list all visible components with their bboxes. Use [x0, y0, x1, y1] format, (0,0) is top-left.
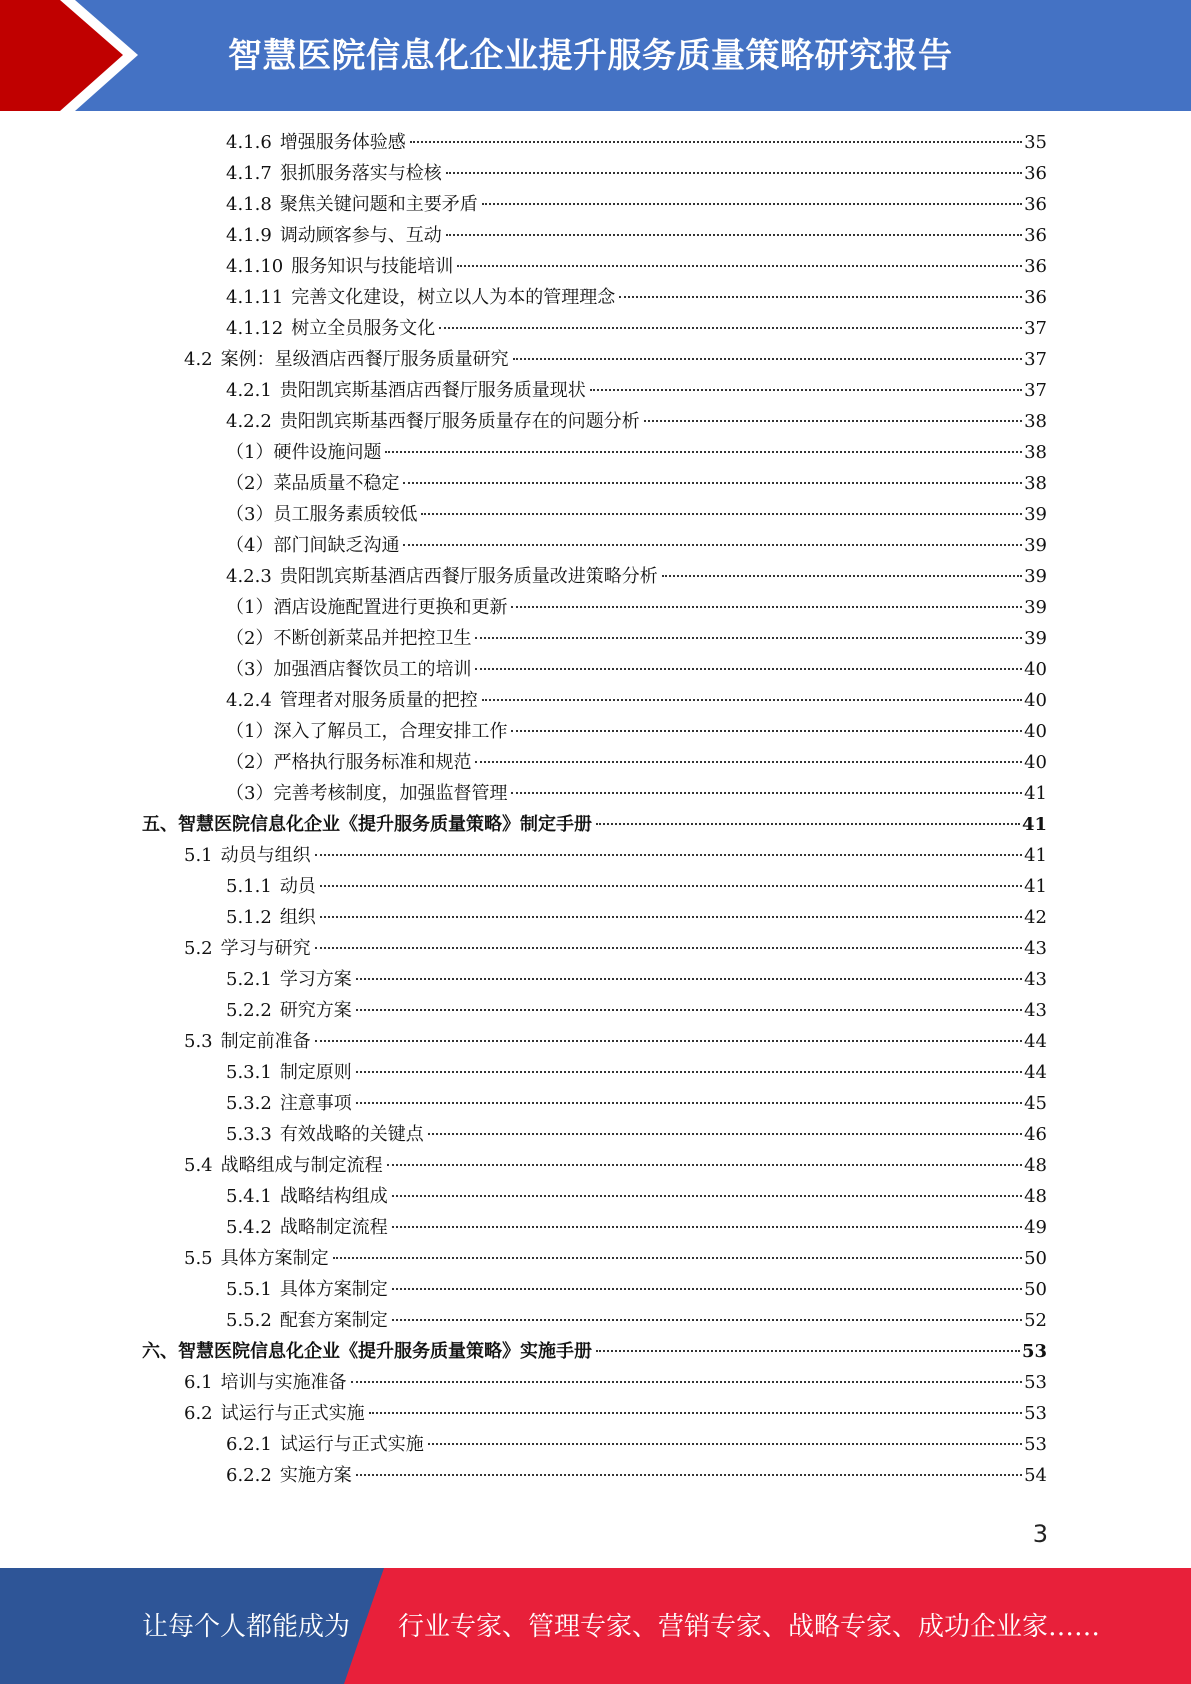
toc-entry-page: 36 [1024, 225, 1047, 246]
toc-dot-leader [351, 1381, 1022, 1383]
toc-entry-title: 贵阳凯宾斯基酒店西餐厅服务质量改进策略分析 [279, 566, 658, 587]
toc-entry[interactable] [226, 468, 1047, 499]
toc-entry-title: 五、智慧医院信息化企业《提升服务质量策略》制定手册 [142, 814, 592, 835]
toc-entry-title: 组织 [279, 907, 316, 928]
toc-dot-leader [356, 1009, 1022, 1011]
toc-entry-title: 培训与实施准备 [220, 1372, 347, 1393]
toc-entry-title: 试运行与正式实施 [279, 1434, 424, 1455]
red-chevron-decoration [0, 0, 160, 111]
toc-dot-leader [596, 823, 1020, 825]
toc-entry[interactable] [226, 1460, 1047, 1491]
toc-entry[interactable] [226, 282, 1047, 313]
toc-entry[interactable] [226, 902, 1047, 933]
toc-entry-title: （2）严格执行服务标准和规范 [226, 752, 472, 773]
toc-entry-title: 有效战略的关键点 [279, 1124, 424, 1145]
toc-dot-leader [385, 451, 1022, 453]
toc-entry[interactable] [226, 189, 1047, 220]
toc-entry-page: 53 [1024, 1434, 1047, 1455]
toc-entry[interactable] [226, 220, 1047, 251]
toc-entry-title: （1）硬件设施问题 [226, 442, 382, 463]
toc-entry-page: 50 [1024, 1248, 1047, 1269]
toc-dot-leader [315, 1040, 1022, 1042]
toc-entry-number: 5.4.1 [226, 1186, 272, 1207]
toc-entry-page: 48 [1024, 1155, 1047, 1176]
toc-dot-leader [320, 885, 1022, 887]
toc-dot-leader [511, 730, 1022, 732]
toc-entry-number: 4.1.8 [226, 194, 272, 215]
toc-entry-page: 53 [1024, 1372, 1047, 1393]
toc-entry-page: 36 [1024, 163, 1047, 184]
toc-dot-leader [511, 606, 1022, 608]
toc-entry-page: 37 [1024, 318, 1047, 339]
toc-entry[interactable] [226, 1274, 1047, 1305]
toc-entry[interactable] [226, 499, 1047, 530]
toc-entry[interactable] [226, 871, 1047, 902]
toc-dot-leader [315, 947, 1022, 949]
toc-entry[interactable] [184, 840, 1047, 871]
toc-entry-number: 5.3.1 [226, 1062, 272, 1083]
header-banner [0, 0, 1191, 111]
toc-entry[interactable] [226, 1088, 1047, 1119]
toc-entry-title: 战略结构组成 [279, 1186, 388, 1207]
toc-entry-title: （3）完善考核制度，加强监督管理 [226, 783, 508, 804]
toc-entry-title: 动员与组织 [220, 845, 311, 866]
toc-dot-leader [392, 1195, 1022, 1197]
toc-dot-leader [356, 1474, 1022, 1476]
toc-entry[interactable] [226, 995, 1047, 1026]
toc-entry[interactable] [226, 592, 1047, 623]
toc-entry-number: 4.1.6 [226, 132, 272, 153]
toc-entry-number: 4.2.3 [226, 566, 272, 587]
toc-dot-leader [596, 1350, 1020, 1352]
toc-entry-page: 41 [1021, 814, 1047, 835]
toc-dot-leader [392, 1288, 1022, 1290]
toc-entry[interactable] [184, 1026, 1047, 1057]
toc-dot-leader [439, 327, 1022, 329]
toc-entry-page: 43 [1024, 938, 1047, 959]
toc-dot-leader [356, 1102, 1022, 1104]
toc-entry[interactable] [226, 251, 1047, 282]
toc-entry[interactable] [226, 1057, 1047, 1088]
toc-entry-title: 调动顾客参与、互动 [279, 225, 442, 246]
toc-entry-page: 50 [1024, 1279, 1047, 1300]
toc-entry-page: 39 [1024, 566, 1047, 587]
toc-entry-page: 35 [1024, 132, 1047, 153]
toc-entry-title: 狠抓服务落实与检核 [279, 163, 442, 184]
toc-entry[interactable] [226, 375, 1047, 406]
toc-entry-number: 5.1.1 [226, 876, 272, 897]
toc-entry-page: 38 [1024, 442, 1047, 463]
toc-entry-number: 4.2.1 [226, 380, 272, 401]
toc-entry-number: 5.5.1 [226, 1279, 272, 1300]
toc-entry-title: （3）员工服务素质较低 [226, 504, 418, 525]
toc-entry-page: 37 [1024, 380, 1047, 401]
toc-dot-leader [403, 482, 1022, 484]
toc-entry-page: 46 [1024, 1124, 1047, 1145]
toc-entry-number: 5.1.2 [226, 907, 272, 928]
toc-entry[interactable] [226, 1305, 1047, 1336]
toc-entry-page: 40 [1024, 690, 1047, 711]
toc-entry-title: （2）不断创新菜品并把控卫生 [226, 628, 472, 649]
toc-dot-leader [662, 575, 1022, 577]
toc-dot-leader [446, 234, 1022, 236]
toc-entry-number: 5.3 [184, 1031, 213, 1052]
toc-entry-number: 4.1.12 [226, 318, 284, 339]
toc-dot-leader [513, 358, 1022, 360]
toc-entry-page: 40 [1024, 752, 1047, 773]
toc-entry-title: 服务知识与技能培训 [291, 256, 454, 277]
toc-entry-title: 管理者对服务质量的把控 [279, 690, 478, 711]
toc-entry-title: 战略组成与制定流程 [220, 1155, 383, 1176]
toc-entry[interactable] [226, 778, 1047, 809]
toc-dot-leader [392, 1226, 1022, 1228]
toc-entry-title: （4）部门间缺乏沟通 [226, 535, 400, 556]
toc-entry-page: 40 [1024, 721, 1047, 742]
toc-entry-number: 5.1 [184, 845, 213, 866]
toc-dot-leader [482, 203, 1022, 205]
toc-entry-title: 完善文化建设，树立以人为本的管理理念 [291, 287, 616, 308]
toc-entry[interactable] [226, 158, 1047, 189]
toc-entry-title: 试运行与正式实施 [220, 1403, 365, 1424]
toc-dot-leader [356, 1071, 1022, 1073]
toc-dot-leader [475, 668, 1022, 670]
toc-dot-leader [410, 141, 1022, 143]
toc-entry[interactable] [184, 1398, 1047, 1429]
toc-entry-page: 38 [1024, 473, 1047, 494]
toc-entry-number: 5.2.1 [226, 969, 272, 990]
toc-dot-leader [590, 389, 1022, 391]
page-number: 3 [1032, 1520, 1048, 1548]
toc-entry[interactable] [226, 1212, 1047, 1243]
toc-entry[interactable] [226, 406, 1047, 437]
toc-entry-number: 4.1.10 [226, 256, 284, 277]
toc-entry[interactable] [142, 809, 1047, 840]
toc-entry-title: 聚焦关键问题和主要矛盾 [279, 194, 478, 215]
toc-entry[interactable] [226, 127, 1047, 158]
toc-dot-leader [446, 172, 1022, 174]
toc-dot-leader [619, 296, 1022, 298]
toc-entry-number: 4.2.4 [226, 690, 272, 711]
toc-entry-title: 贵阳凯宾斯基酒店西餐厅服务质量现状 [279, 380, 586, 401]
toc-entry-page: 36 [1024, 287, 1047, 308]
toc-dot-leader [482, 699, 1022, 701]
toc-dot-leader [403, 544, 1022, 546]
toc-entry-page: 39 [1024, 628, 1047, 649]
toc-entry-number: 4.1.9 [226, 225, 272, 246]
toc-entry[interactable] [184, 1367, 1047, 1398]
toc-entry-number: 5.4 [184, 1155, 213, 1176]
toc-entry[interactable] [226, 623, 1047, 654]
toc-entry-page: 40 [1024, 659, 1047, 680]
toc-entry-title: 制定前准备 [220, 1031, 311, 1052]
toc-entry-title: （1）酒店设施配置进行更换和更新 [226, 597, 508, 618]
toc-dot-leader [457, 265, 1022, 267]
toc-entry-title: 动员 [279, 876, 316, 897]
toc-entry-title: 具体方案制定 [220, 1248, 329, 1269]
toc-entry-title: 六、智慧医院信息化企业《提升服务质量策略》实施手册 [142, 1341, 592, 1362]
toc-entry-page: 41 [1024, 876, 1047, 897]
toc-entry-page: 38 [1024, 411, 1047, 432]
toc-entry-page: 52 [1024, 1310, 1047, 1331]
toc-entry-title: 具体方案制定 [279, 1279, 388, 1300]
toc-entry-title: 树立全员服务文化 [291, 318, 436, 339]
toc-entry[interactable] [226, 530, 1047, 561]
toc-dot-leader [644, 420, 1022, 422]
toc-entry[interactable] [226, 437, 1047, 468]
toc-entry-number: 4.1.7 [226, 163, 272, 184]
toc-entry-title: （1）深入了解员工，合理安排工作 [226, 721, 508, 742]
toc-entry[interactable] [226, 747, 1047, 778]
toc-entry[interactable] [184, 1243, 1047, 1274]
footer-slogan-right: 行业专家、管理专家、营销专家、战略专家、成功企业家…… [398, 1612, 1101, 1642]
toc-entry-number: 4.2 [184, 349, 213, 370]
toc-entry-title: （2）菜品质量不稳定 [226, 473, 400, 494]
toc-entry-page: 53 [1024, 1403, 1047, 1424]
toc-entry-title: 制定原则 [279, 1062, 352, 1083]
toc-entry[interactable] [226, 716, 1047, 747]
toc-entry-page: 37 [1024, 349, 1047, 370]
toc-entry-page: 48 [1024, 1186, 1047, 1207]
toc-entry[interactable] [226, 1429, 1047, 1460]
toc-entry[interactable] [142, 1336, 1047, 1367]
toc-dot-leader [333, 1257, 1022, 1259]
toc-entry-title: （3）加强酒店餐饮员工的培训 [226, 659, 472, 680]
toc-entry-page: 49 [1024, 1217, 1047, 1238]
toc-dot-leader [320, 916, 1022, 918]
toc-entry-page: 54 [1024, 1465, 1047, 1486]
toc-entry-page: 36 [1024, 256, 1047, 277]
toc-entry[interactable] [226, 685, 1047, 716]
toc-entry-number: 4.1.11 [226, 287, 284, 308]
toc-entry[interactable] [184, 933, 1047, 964]
toc-dot-leader [356, 978, 1022, 980]
toc-entry-number: 5.2.2 [226, 1000, 272, 1021]
toc-entry-page: 41 [1024, 783, 1047, 804]
footer-slogan-left: 让每个人都能成为 [142, 1612, 351, 1642]
toc-entry-page: 44 [1024, 1062, 1047, 1083]
toc-dot-leader [387, 1164, 1022, 1166]
toc-entry-number: 6.2 [184, 1403, 213, 1424]
toc-dot-leader [428, 1133, 1022, 1135]
toc-entry-title: 贵阳凯宾斯基西餐厅服务质量存在的问题分析 [279, 411, 640, 432]
toc-entry-number: 6.2.1 [226, 1434, 272, 1455]
toc-entry-number: 5.5 [184, 1248, 213, 1269]
footer-banner [0, 1568, 1191, 1684]
toc-entry-number: 5.2 [184, 938, 213, 959]
toc-entry[interactable] [184, 344, 1047, 375]
toc-entry[interactable] [226, 964, 1047, 995]
toc-entry[interactable] [226, 313, 1047, 344]
toc-entry-page: 43 [1024, 969, 1047, 990]
toc-entry-title: 注意事项 [279, 1093, 352, 1114]
toc-entry[interactable] [226, 1119, 1047, 1150]
toc-entry[interactable] [226, 1181, 1047, 1212]
toc-dot-leader [315, 854, 1022, 856]
toc-dot-leader [392, 1319, 1022, 1321]
toc-dot-leader [428, 1443, 1022, 1445]
toc-entry-title: 配套方案制定 [279, 1310, 388, 1331]
toc-entry-number: 4.2.2 [226, 411, 272, 432]
toc-entry-title: 增强服务体验感 [279, 132, 406, 153]
toc-entry-title: 案例：星级酒店西餐厅服务质量研究 [220, 349, 509, 370]
document-title: 智慧医院信息化企业提升服务质量策略研究报告 [228, 36, 953, 76]
toc-entry-page: 43 [1024, 1000, 1047, 1021]
toc-entry-page: 45 [1024, 1093, 1047, 1114]
toc-entry-number: 5.3.2 [226, 1093, 272, 1114]
toc-entry-number: 5.5.2 [226, 1310, 272, 1331]
toc-entry[interactable] [184, 1150, 1047, 1181]
toc-entry-title: 学习与研究 [220, 938, 311, 959]
toc-entry-page: 36 [1024, 194, 1047, 215]
toc-dot-leader [511, 792, 1022, 794]
toc-entry-number: 6.2.2 [226, 1465, 272, 1486]
toc-entry-page: 44 [1024, 1031, 1047, 1052]
toc-entry-title: 战略制定流程 [279, 1217, 388, 1238]
toc-entry[interactable] [226, 561, 1047, 592]
toc-entry-page: 41 [1024, 845, 1047, 866]
toc-dot-leader [475, 761, 1022, 763]
toc-entry-number: 6.1 [184, 1372, 213, 1393]
toc-dot-leader [369, 1412, 1022, 1414]
toc-entry-page: 39 [1024, 535, 1047, 556]
toc-entry-page: 39 [1024, 597, 1047, 618]
toc-entry-title: 研究方案 [279, 1000, 352, 1021]
toc-entry-number: 5.4.2 [226, 1217, 272, 1238]
toc-entry-page: 53 [1021, 1341, 1047, 1362]
toc-dot-leader [421, 513, 1022, 515]
toc-entry[interactable] [226, 654, 1047, 685]
toc-entry-title: 学习方案 [279, 969, 352, 990]
toc-dot-leader [475, 637, 1022, 639]
toc-entry-page: 42 [1024, 907, 1047, 928]
toc-entry-page: 39 [1024, 504, 1047, 525]
toc-entry-title: 实施方案 [279, 1465, 352, 1486]
toc-entry-number: 5.3.3 [226, 1124, 272, 1145]
